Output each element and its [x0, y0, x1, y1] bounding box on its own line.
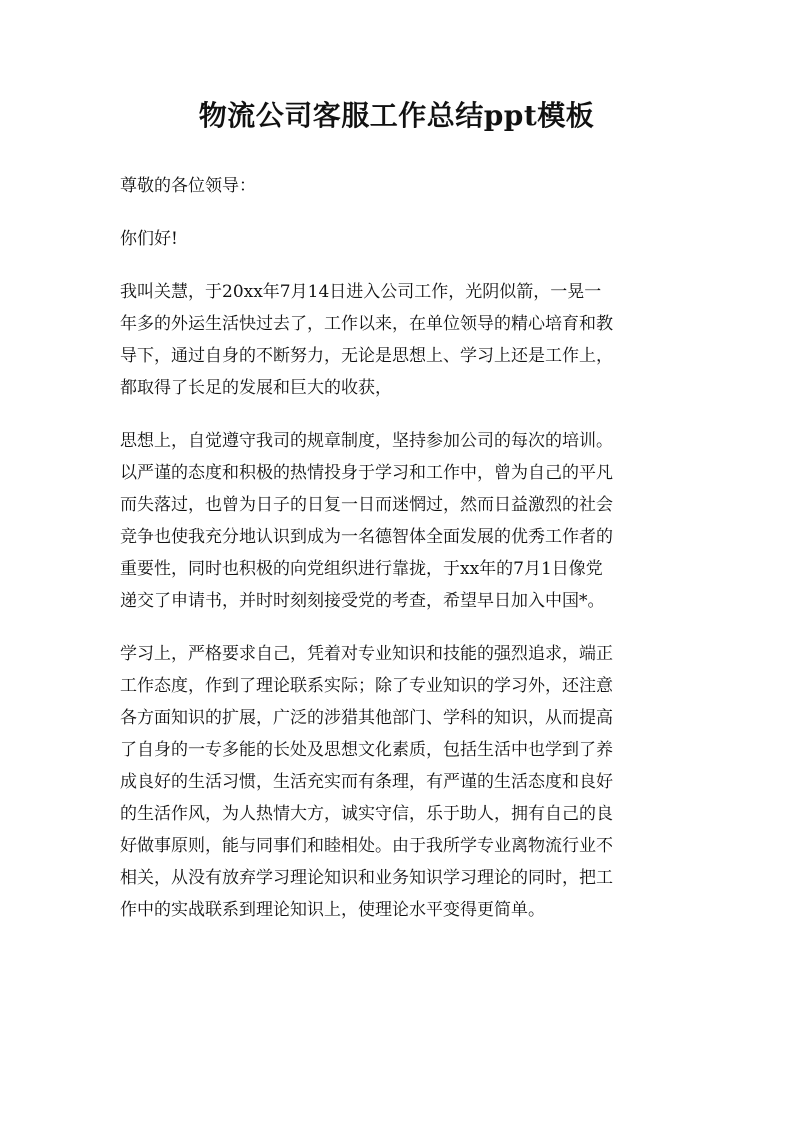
paragraph-ideology: 思想上，自觉遵守我司的规章制度，坚持参加公司的每次的培训。 以严谨的态度和积极的热情投身于学习和工作中，曾为自己的平凡 而失落过，也曾为日子的日复一日而迷惘过，然而日益激烈的社会 竞争也使我充分地认识到成为一名德智体全面发展的优秀工作者的 重要性，同时也积极的向党组织进行靠拢，于xx年的7月1日像党 递交了申请书，并时时刻刻接受党的考查，希望早日加入中国*。: [120, 431, 613, 611]
paragraph-study: 学习上，严格要求自己，凭着对专业知识和技能的强烈追求，端正 工作态度，作到了理论联系实际；除了专业知识的学习外，还注意 各方面知识的扩展，广泛的涉猎其他部门、学科的知识，从而提高 了自身的一专多能的长处及思想文化素质，包括生活中也学到了养 成良好的生活习惯，生活充实而有条理，有严谨的生活态度和良好 的生活作风，为人热情大方，诚实守信，乐于助人，拥有自己的良 好做事原则，能与同事们和睦相处。由于我所学专业离物流行业不 相关，从没有放弃学习理论知识和业务知识学习理论的同时，把工 作中的实战联系到理论知识上，使理论水平变得更简单。: [120, 644, 613, 920]
document-title: 物流公司客服工作总结ppt模板: [198, 99, 595, 132]
salutation: 尊敬的各位领导：: [120, 176, 256, 196]
greeting: 你们好!: [120, 229, 178, 249]
paragraph-introduction: 我叫关慧，于20xx年7月14日进入公司工作，光阴似箭，一晃一 年多的外运生活快过去了，工作以来，在单位领导的精心培育和教 导下，通过自身的不断努力，无论是思想上、学习上还是工作上， 都取得了长足的发展和巨大的收获，: [120, 282, 613, 398]
